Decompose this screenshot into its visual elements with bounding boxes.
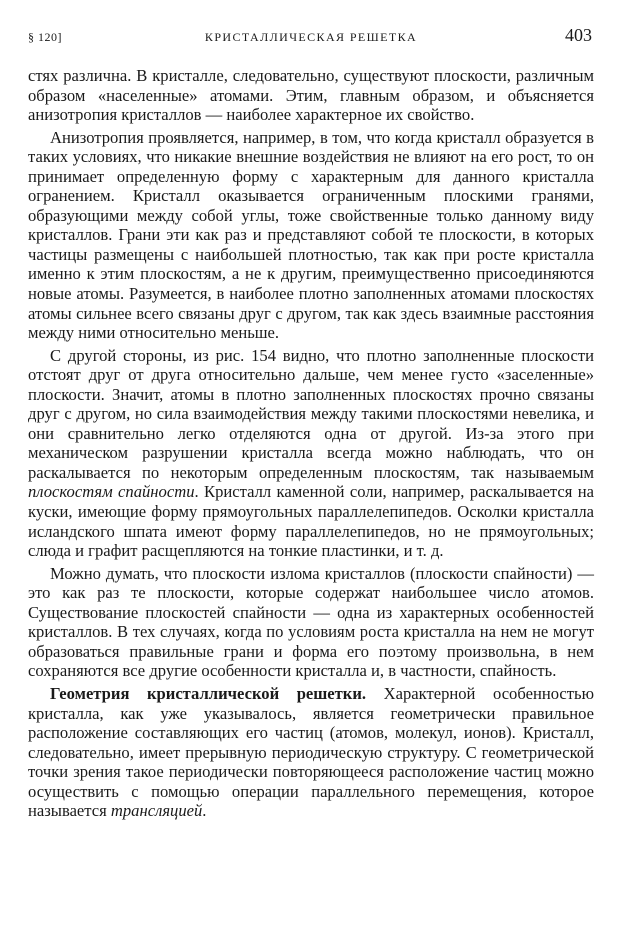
page-body — [28, 66, 594, 821]
paragraph-text: С другой стороны, из рис. 154 видно, что плотно заполненные плоскости отстоят друг от друга относительно дальше, чем менее густо «заселенные» плоскости. Значит, атомы в плотно заполненных плоскостях прочно связаны друг с другом, но сила взаимодействия между такими плоскостями невелика, и они сравнительно легко отделяются одна от другой. Из-за этого при механическом разрушении кристалла всегда можно наблюдать, что он раскалывается по некоторым определенным плоскостям, так называемым — [28, 345, 594, 482]
paragraph-text: Характерной особенностью кристалла, как уже указывалось, является геометрически правильное расположение составляющих его частиц (атомов, молекул, ионов). Кристалл, следовательно, имеет прерывную периодическую структуру. С геометрической точки зрения такое периодически повторяющееся расположение частиц можно осуществить с помощью операции параллельного перемещения, которое называется — [28, 683, 594, 821]
page — [28, 22, 594, 821]
section-marker: § 120] — [28, 30, 62, 44]
italic-term-translation: трансляцией — [110, 801, 203, 821]
page-number: 403 — [565, 25, 592, 45]
paragraph-continued: стях различна. В кристалле, следовательно, существуют плоскости, различным образом «населенные» атомами. Этим, главным образом, и объясняется анизотропия кристаллов — наиболее характерное их свойство. — [28, 66, 594, 125]
paragraph-text: . Кристалл каменной соли, например, раскалывается на куски, имеющие форму прямоугольных параллелепипедов. Осколки кристалла исландского шпата имеют форму параллелепипедов, но не прямоугольных; слюда и графит расщепляются на тонкие пластинки, и т. д. — [28, 482, 595, 561]
paragraph-lattice-geometry — [28, 684, 594, 821]
paragraph-text: . — [202, 801, 207, 821]
section-heading: Геометрия кристаллической решетки. — [50, 683, 367, 703]
paragraph-fracture-planes: Можно думать, что плоскости излома кристаллов (плоскости спайности) — это как раз те плоскости, которые содержат наибольшее число атомов. Существование плоскостей спайности — одна из характерных особенностей кристаллов. В тех случаях, когда по условиям роста кристалла на нем не могут образоваться правильные грани и форма его поэтому произвольна, в нем сохраняются все другие особенности кристалла и, в частности, спайность. — [28, 563, 594, 681]
paragraph-anisotropy: Анизотропия проявляется, например, в том, что когда кристалл образуется в таких условиях, что никакие внешние воздействия не влияют на его рост, то он принимает определенную форму с характерным для данного кристалла огранением. Кристалл оказывается ограниченным плоскими гранями, образующими между собой углы, тоже свойственные только данному виду кристаллов. Грани эти как раз и представляют собой те плоскости, в которых частицы размещены с наибольшей плотностью, так как при росте кристалла именно к этим плоскостям, а не к другим, преимущественно присоединяются новые атомы. Разумеется, в наиболее плотно заполненных атомами плоскостях атомы сильнее всего связаны друг с другом, так как здесь взаимные расстояния между ними относительно меньше. — [28, 127, 594, 343]
running-header — [28, 22, 594, 50]
italic-term-cleavage: плоскостям спайности — [28, 482, 195, 502]
paragraph-cleavage-planes — [28, 346, 594, 561]
running-title: КРИСТАЛЛИЧЕСКАЯ РЕШЕТКА — [204, 30, 418, 44]
